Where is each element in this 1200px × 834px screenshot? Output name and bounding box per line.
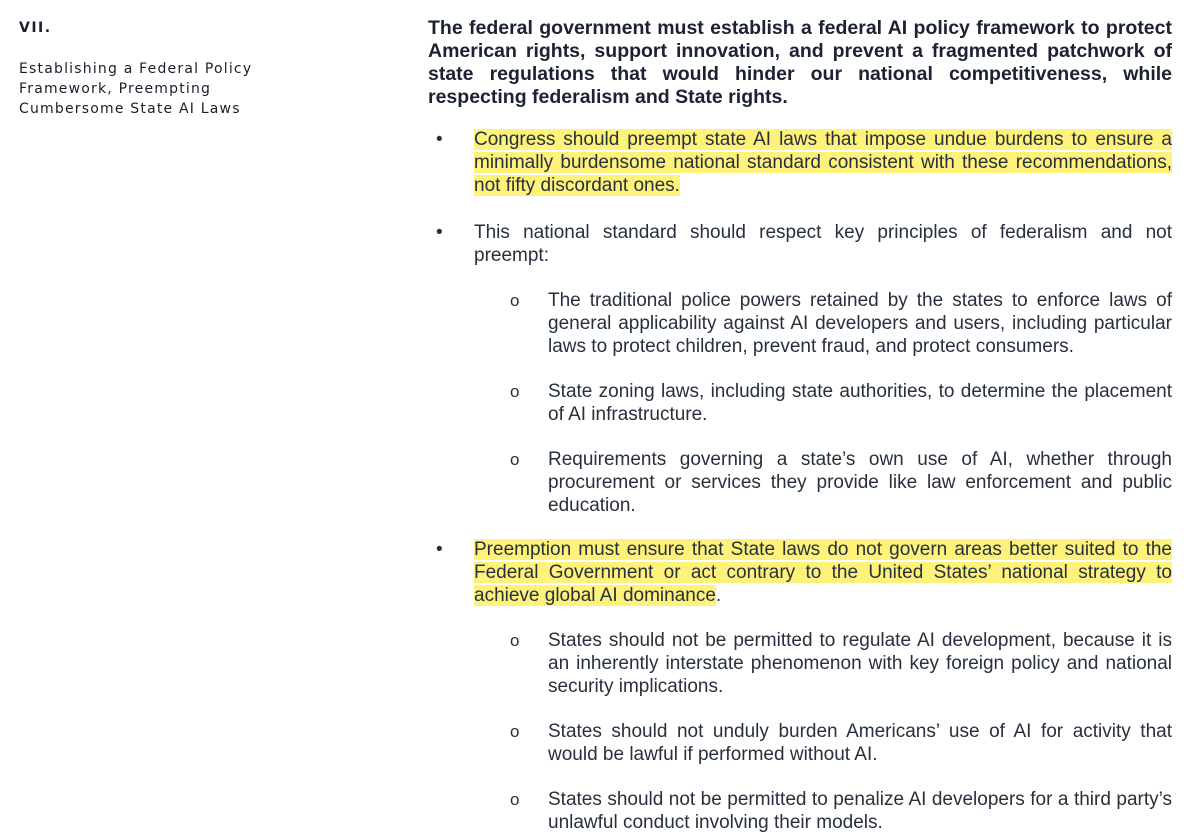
sub-bullet-icon: o	[510, 790, 520, 809]
bullet-dot-icon: •	[436, 129, 443, 150]
sub-list-item	[428, 289, 1172, 358]
section-sidebar	[19, 20, 309, 119]
sub-bullet-icon: o	[510, 291, 520, 310]
sub-list-item	[428, 448, 1172, 517]
highlighted-text: Preemption must ensure that State laws do not govern areas better suited to the Federal Government or act contrary to the United States’ national strategy to achieve global AI dominance	[474, 539, 1172, 606]
sub-list-item	[428, 629, 1172, 698]
sub-item-text: States should not be permitted to regulate AI development, because it is an inherently interstate phenomenon with key foreign policy and national security implications.	[548, 630, 1172, 697]
sub-bullet-icon: o	[510, 450, 520, 469]
bullet-item	[428, 128, 1172, 197]
section-content	[428, 17, 1172, 834]
plain-text: .	[715, 585, 722, 606]
sub-item-text: State zoning laws, including state authorities, to determine the placement of AI infrastructure.	[548, 381, 1172, 425]
sub-list-item	[428, 720, 1172, 766]
plain-text: This national standard should respect key principles of federalism and not preempt:	[474, 222, 1172, 266]
section-number: VII.	[19, 20, 52, 36]
intro-paragraph: The federal government must establish a federal AI policy framework to protect American rights, support innovation, and prevent a fragmented patchwork of state regulations that would hinder our national competitiveness, while respecting federalism and State rights.	[428, 17, 1172, 108]
bullet-text	[474, 538, 1172, 607]
sub-item-text: The traditional police powers retained by the states to enforce laws of general applicability against AI developers and users, including particular laws to protect children, prevent fraud, and protect consumers.	[548, 290, 1172, 357]
section-title: Establishing a Federal Policy Framework, Preempting Cumbersome State AI Laws	[19, 61, 253, 117]
highlighted-text: Congress should preempt state AI laws that impose undue burdens to ensure a minimally burdensome national standard consistent with these recommendations, not fifty discordant ones.	[474, 129, 1172, 196]
sub-bullet-icon: o	[510, 722, 520, 741]
bullet-text	[474, 128, 1172, 197]
bullet-text	[474, 221, 1172, 267]
bullet-item	[428, 538, 1172, 607]
sub-bullet-icon: o	[510, 631, 520, 650]
bullet-dot-icon: •	[436, 539, 443, 560]
sub-item-text: Requirements governing a state’s own use of AI, whether through procurement or services they provide like law enforcement and public education.	[548, 449, 1172, 516]
bullet-item	[428, 221, 1172, 267]
sub-bullet-icon: o	[510, 382, 520, 401]
bullet-dot-icon: •	[436, 222, 443, 243]
sub-list-item	[428, 380, 1172, 426]
sub-item-text: States should not be permitted to penalize AI developers for a third party’s unlawful conduct involving their models.	[548, 789, 1172, 833]
sub-list-item	[428, 788, 1172, 834]
sub-item-text: States should not unduly burden Americans’ use of AI for activity that would be lawful if performed without AI.	[548, 721, 1172, 765]
